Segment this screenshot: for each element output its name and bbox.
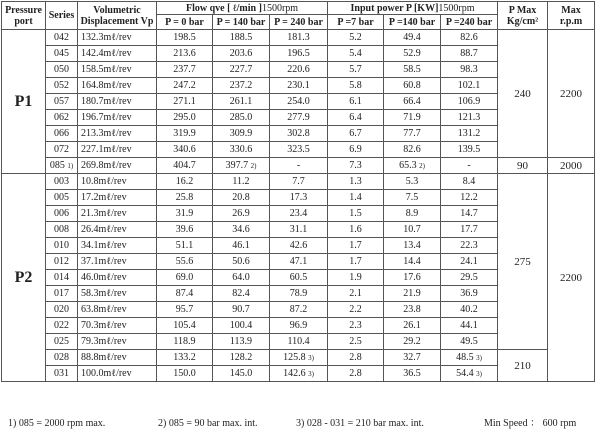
table-cell: 36.5: [384, 366, 441, 382]
table-cell: 34.1mℓ/rev: [78, 238, 157, 254]
table-cell: 397.7 2): [213, 158, 270, 174]
table-cell: 125.8 3): [270, 350, 328, 366]
table-cell: 8.4: [441, 174, 498, 190]
table-cell: 17.6: [384, 270, 441, 286]
table-cell: 2.8: [328, 366, 384, 382]
table-cell: 82.4: [213, 286, 270, 302]
table-cell: 005: [46, 190, 78, 206]
table-cell: 213.6: [157, 46, 213, 62]
table-cell: 26.1: [384, 318, 441, 334]
header-power-140bar: P =140 bar: [384, 15, 441, 30]
table-cell: 49.4: [384, 30, 441, 46]
table-cell: 062: [46, 110, 78, 126]
pmax-p1: 240: [498, 30, 548, 158]
table-cell: 71.9: [384, 110, 441, 126]
table-body: [2, 30, 595, 382]
table-cell: 78.9: [270, 286, 328, 302]
pump-spec-table: [1, 1, 595, 382]
table-cell: 158.5mℓ/rev: [78, 62, 157, 78]
footnotes: [8, 416, 593, 431]
table-cell: 13.4: [384, 238, 441, 254]
table-cell: 2.8: [328, 350, 384, 366]
table-cell: 203.6: [213, 46, 270, 62]
table-cell: 66.4: [384, 94, 441, 110]
table-cell: 48.5 3): [441, 350, 498, 366]
table-cell: 5.3: [384, 174, 441, 190]
table-cell: 7.3: [328, 158, 384, 174]
pmax-p2-last: 210: [498, 350, 548, 382]
table-cell: 77.7: [384, 126, 441, 142]
table-cell: 404.7: [157, 158, 213, 174]
table-cell: 55.6: [157, 254, 213, 270]
table-cell: 188.5: [213, 30, 270, 46]
table-cell: 145.0: [213, 366, 270, 382]
table-cell: 58.5: [384, 62, 441, 78]
table-cell: 22.3: [441, 238, 498, 254]
maxrpm-p1: 2200: [548, 30, 595, 158]
table-cell: 006: [46, 206, 78, 222]
table-cell: 106.9: [441, 94, 498, 110]
table-cell: 028: [46, 350, 78, 366]
table-cell: 98.3: [441, 62, 498, 78]
table-cell: -: [270, 158, 328, 174]
table-cell: 1.4: [328, 190, 384, 206]
table-cell: 052: [46, 78, 78, 94]
table-cell: 323.5: [270, 142, 328, 158]
header-volumetric-displacement: Volumetric Displacement Vp: [78, 2, 157, 30]
table-cell: 5.2: [328, 30, 384, 46]
header-input-power: Input power P [KW]1500rpm: [328, 2, 498, 15]
table-cell: 8.9: [384, 206, 441, 222]
table-row: [2, 174, 595, 190]
table-cell: 181.3: [270, 30, 328, 46]
table-cell: 261.1: [213, 94, 270, 110]
table-cell: 105.4: [157, 318, 213, 334]
table-cell: 085 1): [46, 158, 78, 174]
table-cell: 128.2: [213, 350, 270, 366]
table-cell: 139.5: [441, 142, 498, 158]
table-cell: 23.4: [270, 206, 328, 222]
table-cell: 26.4mℓ/rev: [78, 222, 157, 238]
table-cell: 70.3mℓ/rev: [78, 318, 157, 334]
table-cell: 113.9: [213, 334, 270, 350]
table-cell: 5.4: [328, 46, 384, 62]
table-cell: 285.0: [213, 110, 270, 126]
maxrpm-p2: 2200: [548, 174, 595, 382]
maxrpm-085: 2000: [548, 158, 595, 174]
table-cell: 47.1: [270, 254, 328, 270]
table-cell: 95.7: [157, 302, 213, 318]
table-cell: 17.2mℓ/rev: [78, 190, 157, 206]
table-cell: 017: [46, 286, 78, 302]
table-cell: 6.9: [328, 142, 384, 158]
table-cell: 302.8: [270, 126, 328, 142]
table-cell: 54.4 3): [441, 366, 498, 382]
footnote-2: 2) 085 = 90 bar max. int.: [158, 418, 258, 429]
table-cell: 50.6: [213, 254, 270, 270]
port-label-p1: P1: [2, 30, 46, 174]
header-flow-240bar: P = 240 bar: [270, 15, 328, 30]
table-cell: 237.2: [213, 78, 270, 94]
table-cell: 309.9: [213, 126, 270, 142]
table-cell: 29.2: [384, 334, 441, 350]
table-cell: 64.0: [213, 270, 270, 286]
table-cell: 1.3: [328, 174, 384, 190]
table-cell: 25.8: [157, 190, 213, 206]
table-cell: 131.2: [441, 126, 498, 142]
table-cell: 254.0: [270, 94, 328, 110]
header-flow-0bar: P = 0 bar: [157, 15, 213, 30]
table-cell: 010: [46, 238, 78, 254]
table-cell: 1.7: [328, 238, 384, 254]
table-cell: 14.7: [441, 206, 498, 222]
footnote-3: 3) 028 - 031 = 210 bar max. int.: [296, 418, 424, 429]
table-cell: -: [441, 158, 498, 174]
table-cell: 32.7: [384, 350, 441, 366]
table-cell: 008: [46, 222, 78, 238]
table-row: [2, 30, 595, 46]
table-cell: 271.1: [157, 94, 213, 110]
table-cell: 057: [46, 94, 78, 110]
table-cell: 5.7: [328, 62, 384, 78]
table-row: [2, 350, 595, 366]
header-power-7bar: P =7 bar: [328, 15, 384, 30]
table-cell: 277.9: [270, 110, 328, 126]
table-cell: 39.6: [157, 222, 213, 238]
table-cell: 025: [46, 334, 78, 350]
table-cell: 7.7: [270, 174, 328, 190]
header-max-rpm: Max r.p.m: [548, 2, 595, 30]
table-cell: 227.7: [213, 62, 270, 78]
header-pmax: P Max Kg/cm²: [498, 2, 548, 30]
table-cell: 100.4: [213, 318, 270, 334]
table-cell: 164.8mℓ/rev: [78, 78, 157, 94]
table-cell: 16.2: [157, 174, 213, 190]
table-cell: 2.1: [328, 286, 384, 302]
table-cell: 330.6: [213, 142, 270, 158]
table-cell: 2.2: [328, 302, 384, 318]
table-cell: 49.5: [441, 334, 498, 350]
table-cell: 24.1: [441, 254, 498, 270]
table-cell: 003: [46, 174, 78, 190]
table-cell: 237.7: [157, 62, 213, 78]
table-cell: 79.3mℓ/rev: [78, 334, 157, 350]
table-cell: 87.2: [270, 302, 328, 318]
table-cell: 6.1: [328, 94, 384, 110]
table-cell: 7.5: [384, 190, 441, 206]
table-cell: 51.1: [157, 238, 213, 254]
table-cell: 150.0: [157, 366, 213, 382]
table-cell: 118.9: [157, 334, 213, 350]
table-cell: 042: [46, 30, 78, 46]
table-cell: 63.8mℓ/rev: [78, 302, 157, 318]
table-cell: 1.6: [328, 222, 384, 238]
table-cell: 82.6: [384, 142, 441, 158]
table-header: [2, 2, 595, 30]
table-cell: 46.0mℓ/rev: [78, 270, 157, 286]
table-cell: 36.9: [441, 286, 498, 302]
table-cell: 014: [46, 270, 78, 286]
table-cell: 319.9: [157, 126, 213, 142]
table-cell: 132.3mℓ/rev: [78, 30, 157, 46]
table-cell: 247.2: [157, 78, 213, 94]
header-series: Series: [46, 2, 78, 30]
table-cell: 60.8: [384, 78, 441, 94]
table-cell: 2.3: [328, 318, 384, 334]
table-cell: 045: [46, 46, 78, 62]
table-cell: 022: [46, 318, 78, 334]
table-cell: 213.3mℓ/rev: [78, 126, 157, 142]
footnote-1: 1) 085 = 2000 rpm max.: [8, 418, 106, 429]
min-speed: Min Speed ： 600 rpm: [484, 418, 577, 429]
table-cell: 066: [46, 126, 78, 142]
table-cell: 133.2: [157, 350, 213, 366]
table-cell: 031: [46, 366, 78, 382]
table-cell: 102.1: [441, 78, 498, 94]
table-cell: 230.1: [270, 78, 328, 94]
table-cell: 26.9: [213, 206, 270, 222]
table-cell: 37.1mℓ/rev: [78, 254, 157, 270]
table-cell: 142.6 3): [270, 366, 328, 382]
table-cell: 14.4: [384, 254, 441, 270]
table-cell: 2.5: [328, 334, 384, 350]
table-cell: 1.7: [328, 254, 384, 270]
table-cell: 69.0: [157, 270, 213, 286]
table-cell: 87.4: [157, 286, 213, 302]
table-cell: 82.6: [441, 30, 498, 46]
table-cell: 227.1mℓ/rev: [78, 142, 157, 158]
table-cell: 88.7: [441, 46, 498, 62]
table-cell: 88.8mℓ/rev: [78, 350, 157, 366]
table-cell: 180.7mℓ/rev: [78, 94, 157, 110]
table-cell: 11.2: [213, 174, 270, 190]
table-row: [2, 158, 595, 174]
table-cell: 17.3: [270, 190, 328, 206]
table-cell: 31.1: [270, 222, 328, 238]
table-cell: 198.5: [157, 30, 213, 46]
table-cell: 42.6: [270, 238, 328, 254]
table-cell: 6.7: [328, 126, 384, 142]
port-label-p2: P2: [2, 174, 46, 382]
table-cell: 1.5: [328, 206, 384, 222]
table-cell: 269.8mℓ/rev: [78, 158, 157, 174]
table-cell: 196.7mℓ/rev: [78, 110, 157, 126]
table-cell: 44.1: [441, 318, 498, 334]
table-cell: 1.9: [328, 270, 384, 286]
table-cell: 21.3mℓ/rev: [78, 206, 157, 222]
table-cell: 31.9: [157, 206, 213, 222]
table-cell: 10.7: [384, 222, 441, 238]
table-cell: 5.8: [328, 78, 384, 94]
table-cell: 58.3mℓ/rev: [78, 286, 157, 302]
table-cell: 52.9: [384, 46, 441, 62]
table-cell: 10.8mℓ/rev: [78, 174, 157, 190]
table-cell: 142.4mℓ/rev: [78, 46, 157, 62]
table-cell: 65.3 2): [384, 158, 441, 174]
table-cell: 21.9: [384, 286, 441, 302]
table-cell: 46.1: [213, 238, 270, 254]
pmax-p2: 275: [498, 174, 548, 350]
table-cell: 100.0mℓ/rev: [78, 366, 157, 382]
table-cell: 050: [46, 62, 78, 78]
table-cell: 110.4: [270, 334, 328, 350]
table-cell: 340.6: [157, 142, 213, 158]
table-cell: 12.2: [441, 190, 498, 206]
pmax-085: 90: [498, 158, 548, 174]
table-cell: 121.3: [441, 110, 498, 126]
table-cell: 34.6: [213, 222, 270, 238]
header-flow-140bar: P = 140 bar: [213, 15, 270, 30]
table-cell: 6.4: [328, 110, 384, 126]
table-cell: 23.8: [384, 302, 441, 318]
table-cell: 012: [46, 254, 78, 270]
table-cell: 20.8: [213, 190, 270, 206]
table-cell: 60.5: [270, 270, 328, 286]
table-cell: 40.2: [441, 302, 498, 318]
table-cell: 29.5: [441, 270, 498, 286]
table-cell: 020: [46, 302, 78, 318]
table-cell: 220.6: [270, 62, 328, 78]
table-cell: 96.9: [270, 318, 328, 334]
header-pressure-port: Pressure port: [2, 2, 46, 30]
table-cell: 295.0: [157, 110, 213, 126]
header-flow: Flow qve [ ℓ/min ]1500rpm: [157, 2, 328, 15]
table-cell: 90.7: [213, 302, 270, 318]
header-power-240bar: P =240 bar: [441, 15, 498, 30]
table-cell: 17.7: [441, 222, 498, 238]
table-cell: 196.5: [270, 46, 328, 62]
table-cell: 072: [46, 142, 78, 158]
